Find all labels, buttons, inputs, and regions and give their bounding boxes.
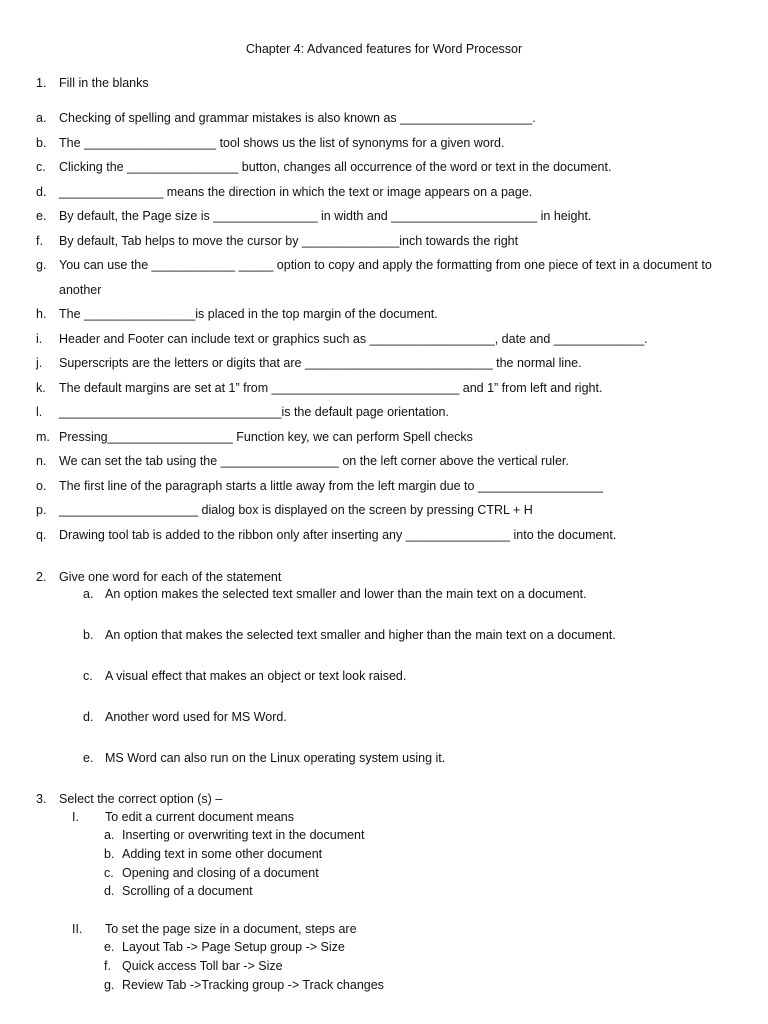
- question-label: I.: [72, 810, 79, 824]
- section-1-number: 1.: [36, 76, 47, 90]
- option-label: f.: [104, 958, 111, 973]
- list-item-text: You can use the ____________ _____ option to copy and apply the formatting from one piece of text in a document to: [59, 258, 712, 272]
- list-item-label: a.: [36, 111, 47, 125]
- question-label: II.: [72, 922, 83, 936]
- question-text: To set the page size in a document, steps are: [105, 922, 357, 936]
- list-item-text: Header and Footer can include text or graphics such as __________________, date and _____________.: [59, 332, 648, 346]
- option-text: Layout Tab -> Page Setup group -> Size: [122, 940, 345, 954]
- list-item-text: ________________________________is the default page orientation.: [59, 405, 449, 419]
- list-item-text: The ___________________ tool shows us the list of synonyms for a given word.: [59, 136, 505, 150]
- option-label: d.: [104, 884, 115, 899]
- list-item-text: An option that makes the selected text smaller and higher than the main text on a document.: [105, 628, 616, 642]
- list-item-text: Drawing tool tab is added to the ribbon only after inserting any _______________ into the document.: [59, 528, 617, 542]
- list-item-text: _______________ means the direction in which the text or image appears on a page.: [59, 185, 533, 199]
- list-item-text: Checking of spelling and grammar mistakes is also known as ___________________.: [59, 111, 536, 125]
- option-text: Adding text in some other document: [122, 846, 323, 861]
- list-item-text: Superscripts are the letters or digits that are ___________________________ the normal line.: [59, 356, 582, 370]
- option-label: c.: [104, 865, 114, 880]
- list-item-label: h.: [36, 307, 47, 321]
- section-3-heading: Select the correct option (s) –: [59, 792, 223, 806]
- list-item-text: The ________________is placed in the top margin of the document.: [59, 307, 438, 321]
- option-text: Quick access Toll bar -> Size: [122, 958, 283, 973]
- list-item-label: e.: [36, 209, 47, 223]
- list-item-text: The first line of the paragraph starts a little away from the left margin due to __________________: [59, 479, 604, 493]
- option-text: Review Tab ->Tracking group -> Track changes: [122, 977, 384, 992]
- list-item-label: d.: [36, 185, 47, 199]
- list-item-text: Another word used for MS Word.: [105, 710, 287, 724]
- list-item-label: c.: [36, 160, 46, 174]
- list-item-label: i.: [36, 332, 43, 346]
- list-item-text: The default margins are set at 1” from ___________________________ and 1” from left and right.: [59, 381, 603, 395]
- section-3-number: 3.: [36, 792, 47, 806]
- section-2-heading: Give one word for each of the statement: [59, 570, 282, 584]
- list-item-label: n.: [36, 454, 47, 468]
- list-item-text: Pressing__________________ Function key, we can perform Spell checks: [59, 430, 473, 444]
- list-item-label: f.: [36, 234, 43, 248]
- list-item-label: a.: [83, 587, 94, 601]
- list-item-text: By default, the Page size is _______________ in width and _____________________ in height.: [59, 209, 592, 223]
- list-item-label: b.: [83, 628, 94, 642]
- list-item-text: Clicking the ________________ button, changes all occurrence of the word or text in the document.: [59, 160, 612, 174]
- list-item-label: p.: [36, 503, 47, 517]
- page-title: Chapter 4: Advanced features for Word Processor: [245, 42, 523, 56]
- list-item-label: k.: [36, 381, 46, 395]
- section-2-number: 2.: [36, 570, 47, 584]
- list-item-text: MS Word can also run on the Linux operating system using it.: [105, 751, 446, 765]
- option-label: a.: [104, 828, 115, 842]
- list-item-label: c.: [83, 669, 93, 683]
- list-item-label: l.: [36, 405, 43, 419]
- list-item-label: b.: [36, 136, 47, 150]
- option-label: e.: [104, 940, 115, 954]
- option-label: b.: [104, 846, 115, 861]
- section-1-heading: Fill in the blanks: [59, 76, 149, 90]
- list-item-label: q.: [36, 528, 47, 542]
- option-text: Opening and closing of a document: [122, 865, 319, 880]
- option-label: g.: [104, 977, 115, 992]
- list-item-label: g.: [36, 258, 47, 272]
- option-text: Scrolling of a document: [122, 884, 253, 899]
- list-item-label: d.: [83, 710, 94, 724]
- list-item-text: By default, Tab helps to move the cursor by ______________inch towards the right: [59, 234, 519, 248]
- list-item-text: We can set the tab using the _________________ on the left corner above the vertical ruler.: [59, 454, 569, 468]
- list-item-text: A visual effect that makes an object or text look raised.: [105, 669, 407, 683]
- option-text: Inserting or overwriting text in the document: [122, 828, 365, 842]
- list-item-text: ____________________ dialog box is displayed on the screen by pressing CTRL + H: [59, 503, 533, 517]
- list-item-label: o.: [36, 479, 47, 493]
- list-item-label: j.: [36, 356, 43, 370]
- list-item-text: another: [59, 283, 102, 297]
- list-item-text: An option makes the selected text smaller and lower than the main text on a document.: [105, 587, 587, 601]
- list-item-label: e.: [83, 751, 94, 765]
- list-item-label: m.: [36, 430, 50, 444]
- question-text: To edit a current document means: [105, 810, 294, 824]
